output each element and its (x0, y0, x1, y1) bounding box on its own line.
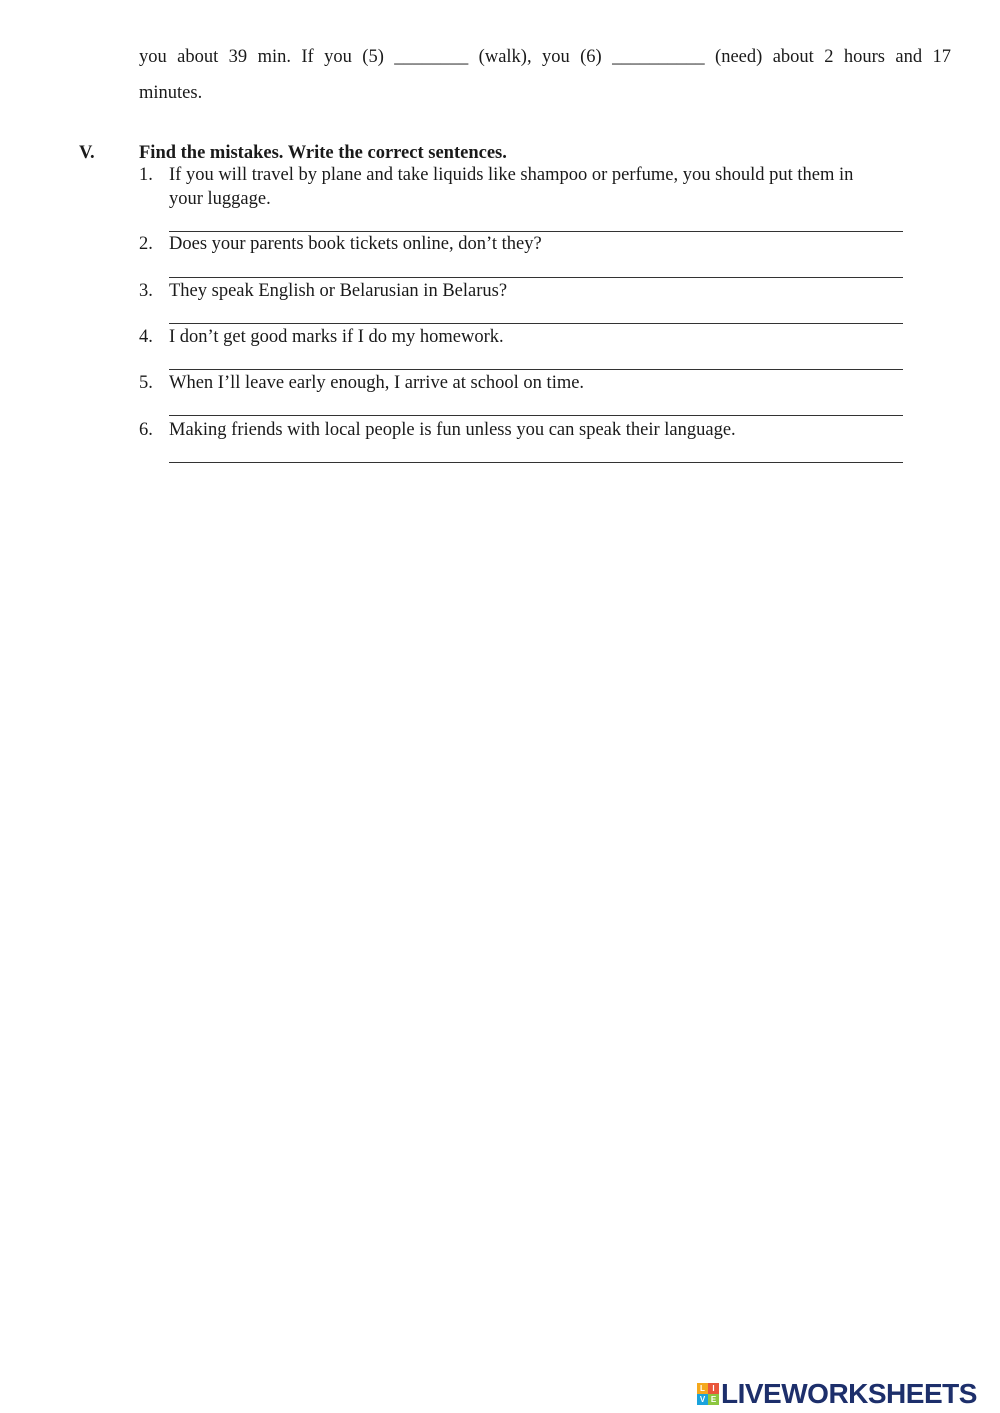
logo-icon-cell: L (697, 1383, 708, 1394)
item-text-2: Does your parents book tickets online, don’t they? (169, 234, 542, 254)
section-title: Find the mistakes. Write the correct sentences. (139, 143, 507, 163)
liveworksheets-logo-icon (697, 1383, 719, 1405)
answer-line-4[interactable] (169, 369, 903, 370)
item-number-5: 5. (139, 373, 153, 393)
liveworksheets-logo (697, 1379, 977, 1409)
answer-line-2[interactable] (169, 277, 903, 278)
item-text-6: Making friends with local people is fun unless you can speak their language. (169, 420, 736, 440)
logo-icon-cell: V (697, 1394, 708, 1405)
answer-line-3[interactable] (169, 323, 903, 324)
item-text-1: If you will travel by plane and take liquids like shampoo or perfume, you should put them in (169, 165, 854, 185)
item-number-6: 6. (139, 420, 153, 440)
item-number-2: 2. (139, 234, 153, 254)
answer-line-6[interactable] (169, 462, 903, 463)
item-text-1-continued: your luggage. (169, 189, 271, 209)
logo-icon-cell: E (708, 1394, 719, 1405)
answer-line-1[interactable] (169, 231, 903, 232)
intro-text-line-2: minutes. (139, 83, 203, 103)
item-number-1: 1. (139, 165, 153, 185)
item-text-4: I don’t get good marks if I do my homework. (169, 327, 504, 347)
liveworksheets-logo-text: LIVEWORKSHEETS (721, 1378, 977, 1409)
section-number: V. (79, 143, 95, 163)
answer-line-5[interactable] (169, 415, 903, 416)
intro-text-line-1: you about 39 min. If you (5) ________ (walk), you (6) __________ (need) about 2 hours and 17 (139, 47, 951, 67)
item-number-3: 3. (139, 281, 153, 301)
item-number-4: 4. (139, 327, 153, 347)
item-text-5: When I’ll leave early enough, I arrive at school on time. (169, 373, 585, 393)
item-text-3: They speak English or Belarusian in Belarus? (169, 281, 508, 301)
logo-icon-cell: I (708, 1383, 719, 1394)
